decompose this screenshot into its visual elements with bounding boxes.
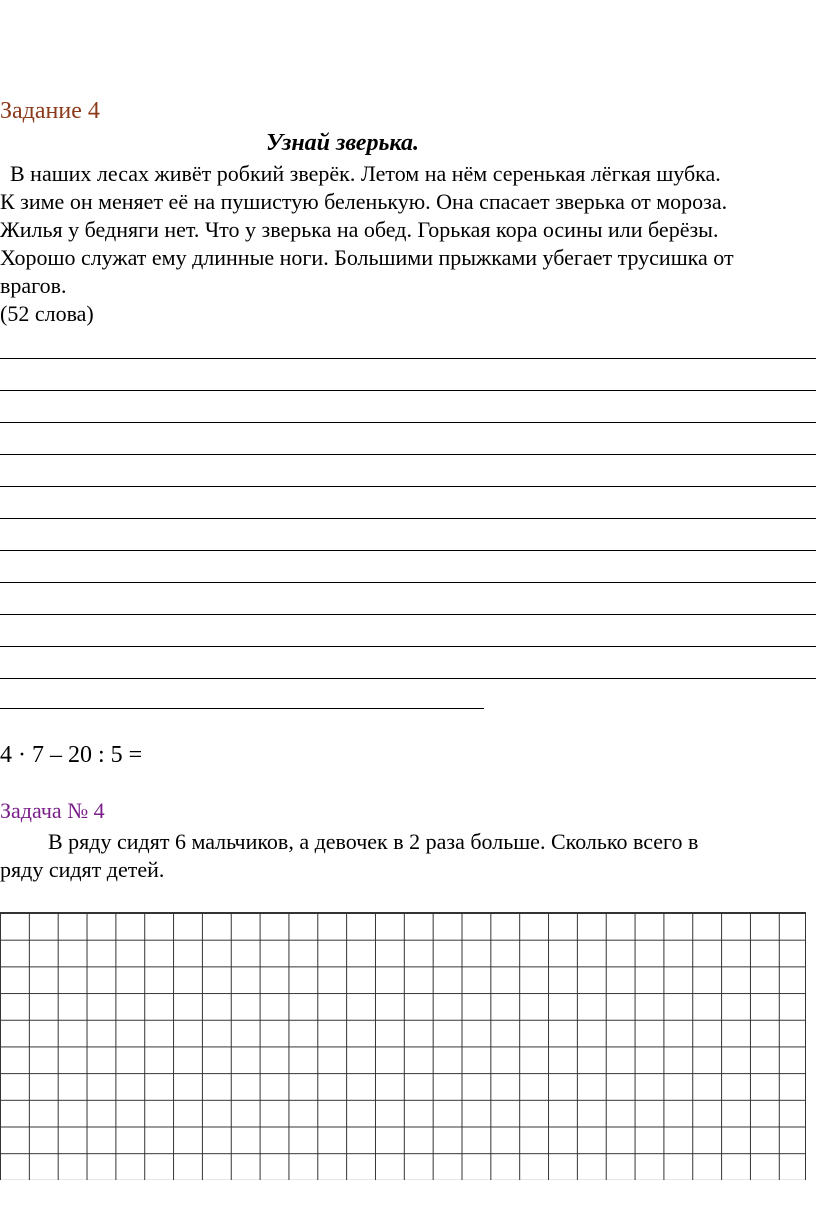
answer-line[interactable] xyxy=(0,454,816,455)
answer-line[interactable] xyxy=(0,614,816,615)
answer-line[interactable] xyxy=(0,422,816,423)
answer-line[interactable] xyxy=(0,646,816,647)
answer-line-short[interactable] xyxy=(0,708,484,709)
story-line-1 xyxy=(0,160,816,188)
solution-grid[interactable] xyxy=(0,912,806,1180)
word-count-text: (52 слова) xyxy=(0,301,94,326)
answer-line[interactable] xyxy=(0,358,816,359)
math-expression: 4 · 7 – 20 : 5 = xyxy=(0,742,143,768)
story-line-3 xyxy=(0,216,816,244)
answer-line[interactable] xyxy=(0,550,816,551)
task-heading: Задание 4 xyxy=(0,98,100,124)
word-count xyxy=(0,300,816,328)
story-line-2-text: К зиме он меняет её на пушистую беленькую. Она спасает зверька от мороза. xyxy=(0,189,728,214)
answer-line[interactable] xyxy=(0,582,816,583)
story-line-2 xyxy=(0,188,816,216)
problem-line-2: ряду сидят детей. xyxy=(0,857,165,882)
answer-line[interactable] xyxy=(0,486,816,487)
story-line-4 xyxy=(0,244,816,272)
story-line-4-text: Хорошо служат ему длинные ноги. Большими прыжками убегает трусишка от xyxy=(0,245,734,270)
story-line-5-text: врагов. xyxy=(0,273,67,298)
story-title: Узнай зверька. xyxy=(266,130,419,156)
answer-line[interactable] xyxy=(0,678,816,679)
story-line-5 xyxy=(0,272,816,300)
answer-line[interactable] xyxy=(0,518,816,519)
answer-line[interactable] xyxy=(0,390,816,391)
problem-line-1: В ряду сидят 6 мальчиков, а девочек в 2 раза больше. Сколько всего в xyxy=(48,829,699,854)
story-line-3-text: Жилья у бедняги нет. Что у зверька на обед. Горькая кора осины или берёзы. xyxy=(0,217,719,242)
problem-heading: Задача № 4 xyxy=(0,798,105,823)
story-line-1-text: В наших лесах живёт робкий зверёк. Летом на нём серенькая лёгкая шубка. xyxy=(10,161,721,186)
